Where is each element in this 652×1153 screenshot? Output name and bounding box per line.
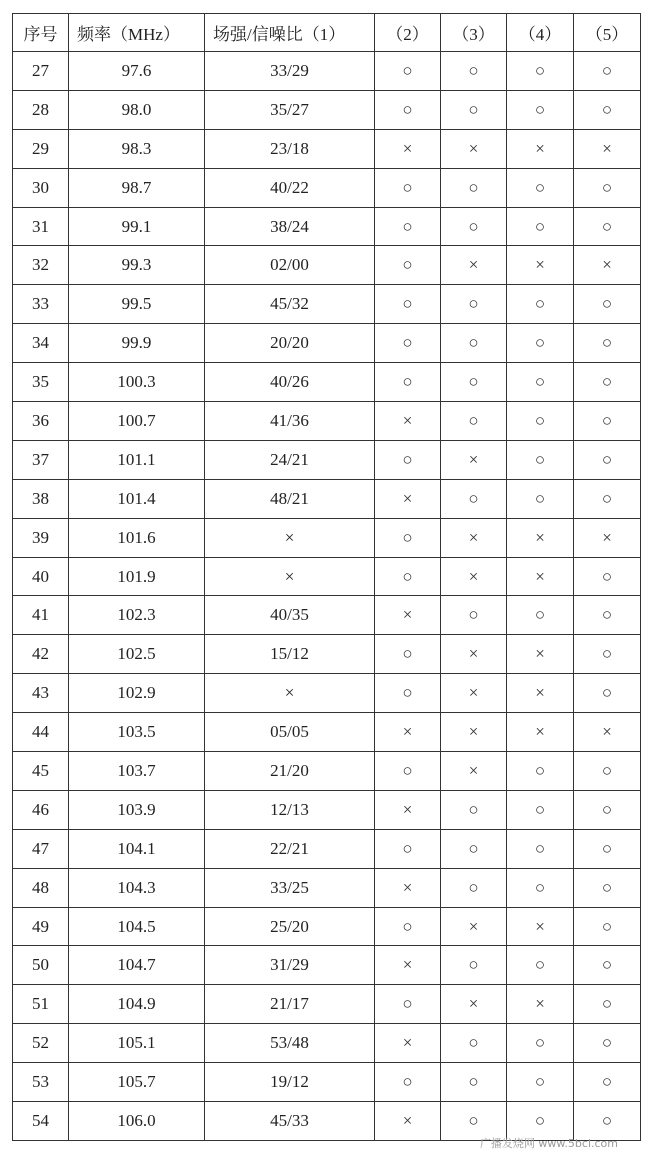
table-row: [13, 713, 641, 752]
cell-col-5: ○: [574, 596, 641, 635]
cell-seq: 31: [13, 207, 69, 246]
cell-field-strength-snr: 24/21: [205, 440, 375, 479]
table-row: [13, 324, 641, 363]
cell-col-4: ×: [507, 246, 574, 285]
cell-field-strength-snr: 40/22: [205, 168, 375, 207]
cell-col-4: ○: [507, 207, 574, 246]
cell-seq: 44: [13, 713, 69, 752]
table-row: [13, 1024, 641, 1063]
cell-col-2: ○: [375, 324, 441, 363]
table-body: [13, 52, 641, 1141]
cell-field-strength-snr: 12/13: [205, 790, 375, 829]
cell-col-5: ○: [574, 52, 641, 91]
cell-col-2: ○: [375, 1063, 441, 1102]
cell-col-4: ○: [507, 52, 574, 91]
cell-col-3: ○: [441, 946, 507, 985]
cell-col-2: ×: [375, 868, 441, 907]
cell-col-2: ○: [375, 90, 441, 129]
table-row: [13, 635, 641, 674]
table-row: [13, 1063, 641, 1102]
header-col-4: （4）: [507, 14, 574, 52]
table-row: [13, 946, 641, 985]
cell-field-strength-snr: 40/26: [205, 363, 375, 402]
cell-col-2: ○: [375, 829, 441, 868]
cell-seq: 41: [13, 596, 69, 635]
header-field-strength-snr: 场强/信噪比（1）: [205, 14, 375, 52]
cell-col-2: ×: [375, 946, 441, 985]
cell-frequency: 104.3: [69, 868, 205, 907]
cell-col-5: ○: [574, 1063, 641, 1102]
cell-col-5: ×: [574, 246, 641, 285]
cell-seq: 49: [13, 907, 69, 946]
cell-col-3: ×: [441, 557, 507, 596]
cell-field-strength-snr: ×: [205, 557, 375, 596]
cell-col-4: ○: [507, 1102, 574, 1141]
cell-col-2: ○: [375, 557, 441, 596]
cell-col-2: ○: [375, 363, 441, 402]
cell-col-3: ×: [441, 246, 507, 285]
cell-col-3: ×: [441, 635, 507, 674]
cell-col-5: ○: [574, 1024, 641, 1063]
cell-col-3: ×: [441, 674, 507, 713]
cell-frequency: 104.7: [69, 946, 205, 985]
cell-seq: 43: [13, 674, 69, 713]
cell-col-2: ○: [375, 440, 441, 479]
cell-seq: 45: [13, 752, 69, 791]
cell-frequency: 104.1: [69, 829, 205, 868]
cell-seq: 34: [13, 324, 69, 363]
table-row: [13, 868, 641, 907]
cell-frequency: 101.9: [69, 557, 205, 596]
cell-col-5: ○: [574, 635, 641, 674]
cell-col-2: ○: [375, 635, 441, 674]
cell-frequency: 106.0: [69, 1102, 205, 1141]
cell-seq: 42: [13, 635, 69, 674]
table-row: [13, 52, 641, 91]
cell-col-2: ○: [375, 518, 441, 557]
cell-col-5: ○: [574, 829, 641, 868]
cell-col-2: ○: [375, 985, 441, 1024]
header-col-3: （3）: [441, 14, 507, 52]
cell-frequency: 105.1: [69, 1024, 205, 1063]
cell-frequency: 103.5: [69, 713, 205, 752]
cell-col-3: ×: [441, 752, 507, 791]
cell-col-2: ○: [375, 285, 441, 324]
cell-col-2: ×: [375, 402, 441, 441]
cell-seq: 35: [13, 363, 69, 402]
cell-col-5: ○: [574, 440, 641, 479]
cell-field-strength-snr: 15/12: [205, 635, 375, 674]
cell-frequency: 99.1: [69, 207, 205, 246]
cell-col-3: ○: [441, 402, 507, 441]
cell-col-4: ×: [507, 635, 574, 674]
cell-col-2: ×: [375, 1024, 441, 1063]
cell-col-4: ○: [507, 440, 574, 479]
table-row: [13, 518, 641, 557]
table-row: [13, 596, 641, 635]
cell-frequency: 101.4: [69, 479, 205, 518]
cell-field-strength-snr: 38/24: [205, 207, 375, 246]
cell-col-4: ○: [507, 1024, 574, 1063]
cell-seq: 32: [13, 246, 69, 285]
cell-col-4: ○: [507, 402, 574, 441]
cell-field-strength-snr: 45/33: [205, 1102, 375, 1141]
cell-field-strength-snr: 35/27: [205, 90, 375, 129]
table-row: [13, 90, 641, 129]
cell-frequency: 102.3: [69, 596, 205, 635]
cell-col-2: ○: [375, 246, 441, 285]
cell-seq: 50: [13, 946, 69, 985]
cell-col-4: ×: [507, 674, 574, 713]
cell-field-strength-snr: 48/21: [205, 479, 375, 518]
cell-col-5: ×: [574, 518, 641, 557]
cell-frequency: 104.5: [69, 907, 205, 946]
cell-col-4: ○: [507, 790, 574, 829]
header-col-5: （5）: [574, 14, 641, 52]
cell-col-3: ×: [441, 518, 507, 557]
cell-col-5: ○: [574, 868, 641, 907]
cell-col-5: ○: [574, 402, 641, 441]
cell-col-3: ○: [441, 790, 507, 829]
cell-col-4: ○: [507, 829, 574, 868]
cell-col-3: ○: [441, 1102, 507, 1141]
cell-col-5: ○: [574, 168, 641, 207]
table-row: [13, 285, 641, 324]
cell-frequency: 100.3: [69, 363, 205, 402]
cell-seq: 51: [13, 985, 69, 1024]
cell-col-5: ○: [574, 790, 641, 829]
table-row: [13, 674, 641, 713]
cell-seq: 39: [13, 518, 69, 557]
cell-col-2: ○: [375, 52, 441, 91]
frequency-table: [12, 13, 641, 1141]
cell-frequency: 101.6: [69, 518, 205, 557]
cell-col-5: ○: [574, 363, 641, 402]
cell-col-3: ×: [441, 985, 507, 1024]
table-row: [13, 402, 641, 441]
cell-seq: 46: [13, 790, 69, 829]
cell-col-4: ○: [507, 479, 574, 518]
cell-seq: 48: [13, 868, 69, 907]
cell-field-strength-snr: 33/29: [205, 52, 375, 91]
cell-seq: 54: [13, 1102, 69, 1141]
cell-col-5: ○: [574, 1102, 641, 1141]
cell-seq: 30: [13, 168, 69, 207]
cell-col-3: ×: [441, 440, 507, 479]
cell-frequency: 98.0: [69, 90, 205, 129]
cell-col-3: ○: [441, 1024, 507, 1063]
cell-col-5: ○: [574, 324, 641, 363]
cell-frequency: 97.6: [69, 52, 205, 91]
cell-col-3: ×: [441, 129, 507, 168]
cell-seq: 27: [13, 52, 69, 91]
cell-field-strength-snr: 31/29: [205, 946, 375, 985]
cell-frequency: 103.7: [69, 752, 205, 791]
cell-col-5: ○: [574, 752, 641, 791]
cell-col-4: ○: [507, 90, 574, 129]
cell-col-5: ○: [574, 946, 641, 985]
cell-col-2: ×: [375, 479, 441, 518]
cell-field-strength-snr: ×: [205, 518, 375, 557]
cell-col-3: ×: [441, 907, 507, 946]
cell-col-3: ○: [441, 829, 507, 868]
cell-col-2: ○: [375, 907, 441, 946]
table-row: [13, 129, 641, 168]
cell-field-strength-snr: 40/35: [205, 596, 375, 635]
cell-col-3: ○: [441, 596, 507, 635]
cell-frequency: 104.9: [69, 985, 205, 1024]
cell-field-strength-snr: 25/20: [205, 907, 375, 946]
cell-field-strength-snr: 53/48: [205, 1024, 375, 1063]
table-row: [13, 168, 641, 207]
table-row: [13, 479, 641, 518]
cell-col-4: ○: [507, 1063, 574, 1102]
cell-col-4: ×: [507, 713, 574, 752]
cell-frequency: 100.7: [69, 402, 205, 441]
cell-col-3: ○: [441, 324, 507, 363]
cell-col-4: ×: [507, 129, 574, 168]
cell-col-2: ○: [375, 168, 441, 207]
cell-col-4: ×: [507, 557, 574, 596]
cell-field-strength-snr: 21/20: [205, 752, 375, 791]
cell-col-3: ○: [441, 52, 507, 91]
cell-col-3: ○: [441, 285, 507, 324]
cell-frequency: 99.5: [69, 285, 205, 324]
cell-col-3: ○: [441, 868, 507, 907]
table-row: [13, 557, 641, 596]
cell-frequency: 105.7: [69, 1063, 205, 1102]
cell-col-3: ×: [441, 713, 507, 752]
header-col-2: （2）: [375, 14, 441, 52]
cell-col-2: ×: [375, 790, 441, 829]
cell-frequency: 102.9: [69, 674, 205, 713]
cell-col-4: ○: [507, 868, 574, 907]
cell-col-4: ○: [507, 285, 574, 324]
cell-col-3: ○: [441, 168, 507, 207]
cell-col-3: ○: [441, 90, 507, 129]
cell-col-3: ○: [441, 479, 507, 518]
cell-seq: 36: [13, 402, 69, 441]
table-row: [13, 985, 641, 1024]
cell-field-strength-snr: 20/20: [205, 324, 375, 363]
header-row: [13, 14, 641, 52]
cell-frequency: 99.3: [69, 246, 205, 285]
table-header: [13, 14, 641, 52]
cell-field-strength-snr: 02/00: [205, 246, 375, 285]
cell-col-4: ×: [507, 518, 574, 557]
cell-col-2: ×: [375, 1102, 441, 1141]
cell-col-5: ○: [574, 674, 641, 713]
cell-col-5: ○: [574, 479, 641, 518]
cell-field-strength-snr: 45/32: [205, 285, 375, 324]
cell-col-4: ×: [507, 985, 574, 1024]
cell-field-strength-snr: 33/25: [205, 868, 375, 907]
cell-frequency: 98.3: [69, 129, 205, 168]
cell-col-5: ○: [574, 285, 641, 324]
cell-col-4: ○: [507, 363, 574, 402]
cell-field-strength-snr: 21/17: [205, 985, 375, 1024]
cell-seq: 38: [13, 479, 69, 518]
cell-col-5: ○: [574, 90, 641, 129]
watermark: 广播发烧网 www.5bcl.com: [479, 1137, 618, 1150]
table-row: [13, 440, 641, 479]
cell-seq: 40: [13, 557, 69, 596]
header-seq: 序号: [13, 14, 69, 52]
cell-col-2: ○: [375, 207, 441, 246]
cell-col-3: ○: [441, 363, 507, 402]
cell-frequency: 99.9: [69, 324, 205, 363]
table-row: [13, 829, 641, 868]
cell-field-strength-snr: 41/36: [205, 402, 375, 441]
cell-col-2: ×: [375, 129, 441, 168]
cell-field-strength-snr: 05/05: [205, 713, 375, 752]
table-row: [13, 363, 641, 402]
cell-col-5: ×: [574, 129, 641, 168]
cell-col-5: ○: [574, 985, 641, 1024]
cell-col-3: ○: [441, 207, 507, 246]
cell-col-2: ○: [375, 752, 441, 791]
cell-seq: 28: [13, 90, 69, 129]
cell-col-2: ○: [375, 674, 441, 713]
cell-frequency: 103.9: [69, 790, 205, 829]
cell-frequency: 98.7: [69, 168, 205, 207]
cell-seq: 37: [13, 440, 69, 479]
table-row: [13, 207, 641, 246]
cell-col-5: ○: [574, 557, 641, 596]
cell-seq: 29: [13, 129, 69, 168]
cell-col-4: ×: [507, 907, 574, 946]
table-row: [13, 907, 641, 946]
table-row: [13, 790, 641, 829]
cell-col-4: ○: [507, 324, 574, 363]
cell-field-strength-snr: ×: [205, 674, 375, 713]
cell-col-4: ○: [507, 946, 574, 985]
cell-col-5: ○: [574, 907, 641, 946]
cell-frequency: 102.5: [69, 635, 205, 674]
cell-frequency: 101.1: [69, 440, 205, 479]
header-frequency: 频率（MHz）: [69, 14, 205, 52]
cell-seq: 33: [13, 285, 69, 324]
cell-col-4: ○: [507, 752, 574, 791]
table-row: [13, 246, 641, 285]
cell-col-5: ○: [574, 207, 641, 246]
cell-field-strength-snr: 22/21: [205, 829, 375, 868]
cell-col-2: ×: [375, 713, 441, 752]
cell-col-3: ○: [441, 1063, 507, 1102]
cell-seq: 53: [13, 1063, 69, 1102]
cell-field-strength-snr: 19/12: [205, 1063, 375, 1102]
cell-seq: 47: [13, 829, 69, 868]
cell-seq: 52: [13, 1024, 69, 1063]
table-row: [13, 752, 641, 791]
cell-col-4: ○: [507, 168, 574, 207]
cell-col-5: ×: [574, 713, 641, 752]
cell-col-2: ×: [375, 596, 441, 635]
cell-field-strength-snr: 23/18: [205, 129, 375, 168]
cell-col-4: ○: [507, 596, 574, 635]
